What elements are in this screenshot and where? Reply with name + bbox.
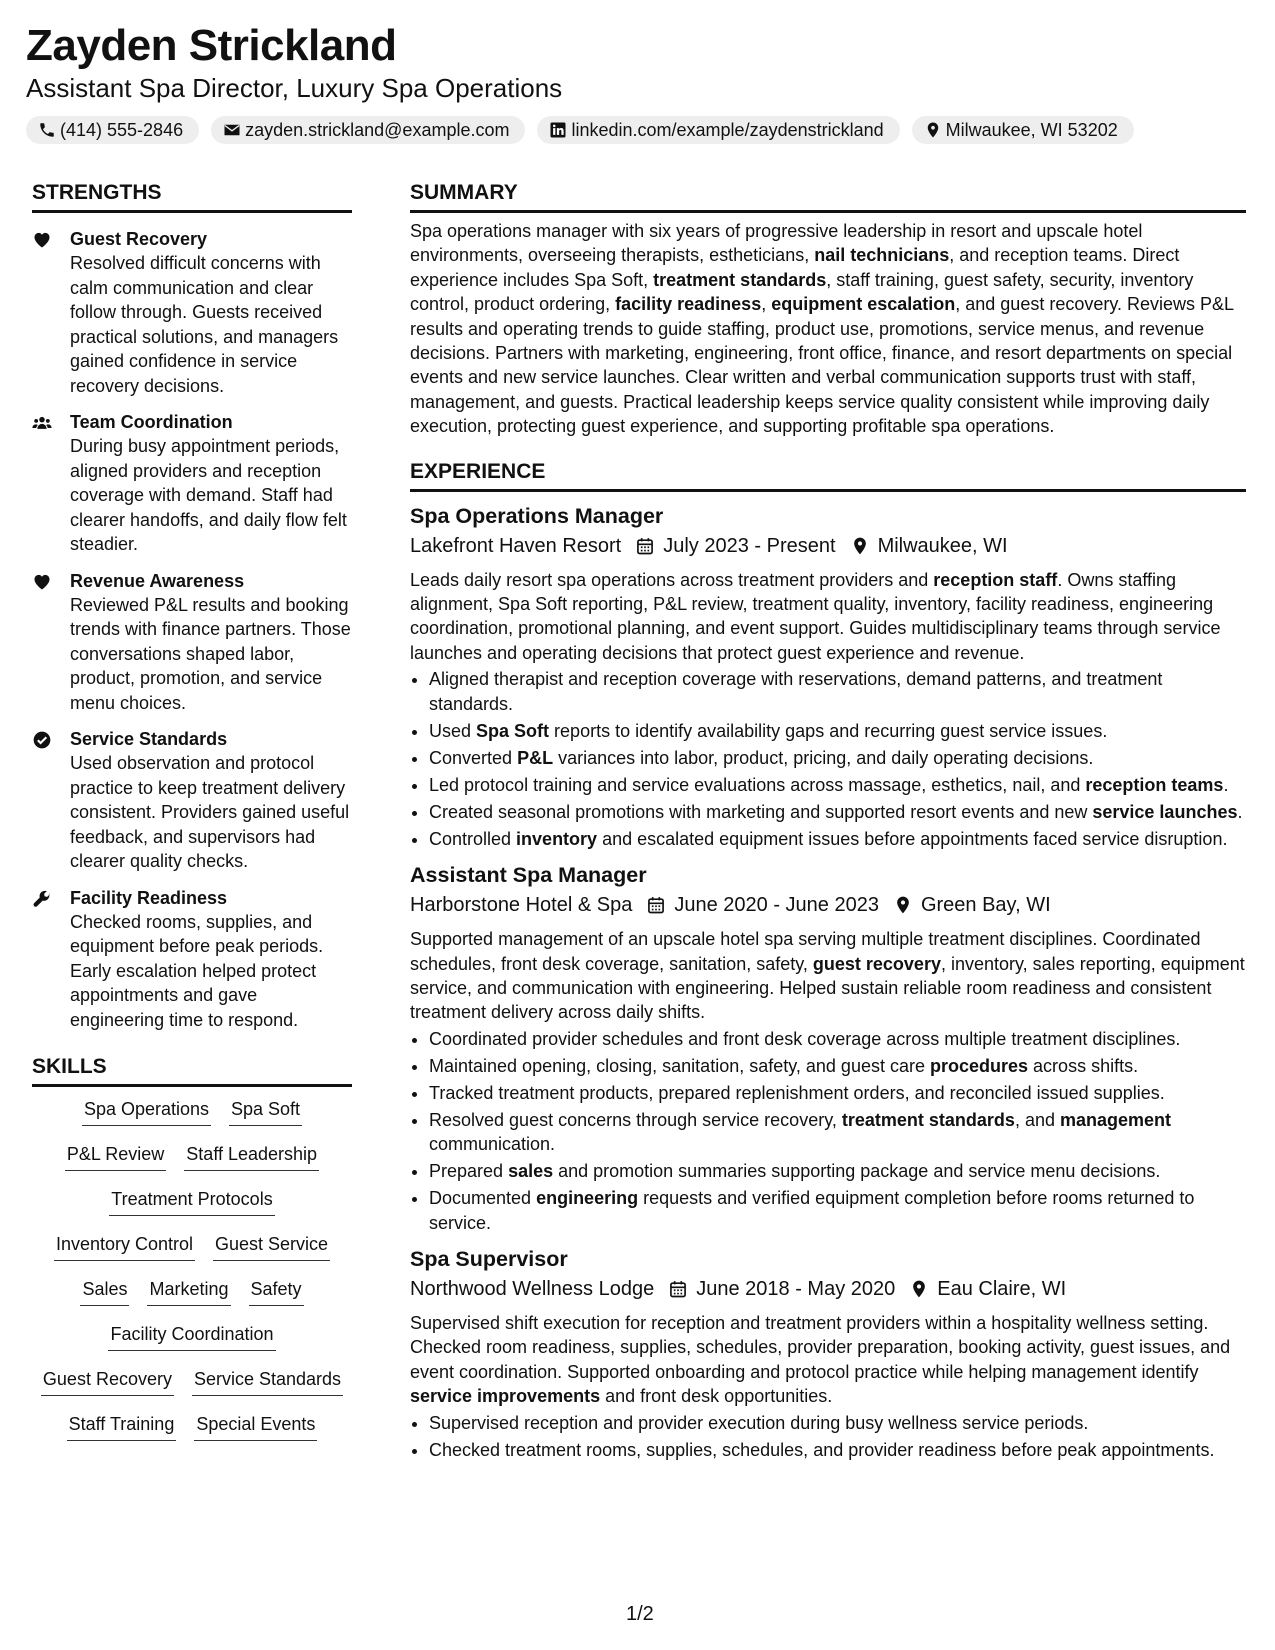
skill-row xyxy=(32,1412,352,1457)
wrench-icon xyxy=(32,886,70,1033)
skill-tag: P&L Review xyxy=(65,1142,166,1171)
job-dates: June 2020 - June 2023 xyxy=(674,894,879,917)
map-pin-icon xyxy=(836,536,878,556)
contact-chip[interactable] xyxy=(537,116,899,144)
skill-row xyxy=(32,1367,352,1412)
skill-row xyxy=(32,1322,352,1367)
strengths-list xyxy=(32,227,352,1032)
job-bullet: • Led protocol training and service evaluations across massage, esthetics, nail, and reception teams. xyxy=(429,773,1246,797)
skill-tag: Guest Recovery xyxy=(41,1367,174,1396)
strength-title: Team Coordination xyxy=(70,412,233,432)
job-bullet: • Coordinated provider schedules and front desk coverage across multiple treatment disciplines. xyxy=(429,1027,1246,1051)
job-bullet: • Tracked treatment products, prepared replenishment orders, and reconciled issued supplies. xyxy=(429,1081,1246,1105)
job-dates: June 2018 - May 2020 xyxy=(696,1277,896,1300)
strength-description: Reviewed P&L results and booking trends with finance partners. Those conversations shaped labor, product, promotion, and service menu choices. xyxy=(70,594,351,713)
skill-tag: Spa Operations xyxy=(82,1097,211,1126)
job-title: Spa Supervisor xyxy=(410,1246,568,1271)
strength-item xyxy=(32,227,352,398)
strength-title: Service Standards xyxy=(70,729,228,749)
strength-body xyxy=(70,727,352,874)
job-bullet: • Documented engineering requests and verified equipment completion before rooms returned to service. xyxy=(429,1186,1246,1235)
strength-title: Guest Recovery xyxy=(70,229,208,249)
contact-text: Milwaukee, WI 53202 xyxy=(945,120,1118,140)
job-bullet: • Used Spa Soft reports to identify availability gaps and recurring guest service issues. xyxy=(429,719,1246,743)
map-pin-icon xyxy=(895,1279,937,1299)
strength-title: Revenue Awareness xyxy=(70,570,245,591)
job-entry xyxy=(410,502,1246,851)
strength-description: Checked rooms, supplies, and equipment before peak periods. Early escalation helped protect appointments and gave engineering time to respond. xyxy=(70,911,324,1030)
contact-text: (414) 555-2846 xyxy=(60,120,184,140)
linkedin-icon xyxy=(549,121,567,139)
calendar-icon xyxy=(632,895,674,915)
job-meta xyxy=(410,1275,1246,1303)
job-location: Eau Claire, WI xyxy=(937,1277,1067,1300)
strength-description: Resolved difficult concerns with calm communication and clear follow through. Guests received practical solutions, and managers gained confidence in service recovery decisions. xyxy=(70,253,339,396)
contact-text: linkedin.com/example/zaydenstrickland xyxy=(571,120,884,140)
job-description: Leads daily resort spa operations across treatment providers and reception staff. Owns staffing alignment, Spa Soft reporting, P&L review, treatment quality, inventory, facility readiness, engineering coordination, promotional planning, and event support. Guides multidisciplinary teams through service launches and operating decisions that protect guest experience and revenue. xyxy=(410,569,1221,663)
skills-list xyxy=(32,1097,352,1457)
strength-item xyxy=(32,886,352,1033)
job-bullet: • Supervised reception and provider execution during busy wellness service periods. xyxy=(429,1411,1246,1435)
job-location: Milwaukee, WI xyxy=(877,534,1008,557)
skill-tag: Facility Coordination xyxy=(108,1322,275,1351)
skill-tag: Sales xyxy=(80,1277,129,1306)
job-bullet: • Checked treatment rooms, supplies, schedules, and provider readiness before peak appointments. xyxy=(429,1438,1246,1462)
contact-chip[interactable] xyxy=(211,116,525,144)
skill-row xyxy=(32,1277,352,1322)
experience-list xyxy=(410,502,1246,1462)
skill-tag: Inventory Control xyxy=(54,1232,195,1261)
contact-text: zayden.strickland@example.com xyxy=(245,120,510,140)
heart-icon xyxy=(32,227,70,398)
map-pin-icon xyxy=(879,895,921,915)
resume-header xyxy=(26,20,1134,144)
skill-row xyxy=(32,1232,352,1277)
strength-body xyxy=(70,886,352,1033)
skill-tag: Staff Leadership xyxy=(184,1142,319,1171)
calendar-icon xyxy=(621,536,663,556)
map-pin-icon xyxy=(924,121,942,139)
page-number: 1/2 xyxy=(626,1603,654,1625)
job-meta xyxy=(410,532,1246,560)
strength-body xyxy=(70,410,352,557)
job-bullets xyxy=(410,667,1246,851)
job-bullet: • Aligned therapist and reception coverage with reservations, demand patterns, and treatment standards. xyxy=(429,667,1246,716)
strengths-heading: STRENGTHS xyxy=(32,178,352,213)
strength-item xyxy=(32,410,352,557)
skill-row xyxy=(32,1187,352,1232)
check-circle-icon xyxy=(32,727,70,874)
company-name: Northwood Wellness Lodge xyxy=(410,1277,655,1300)
job-bullet: • Controlled inventory and escalated equipment issues before appointments faced service disruption. xyxy=(429,827,1246,851)
strength-description: Used observation and protocol practice to keep treatment delivery consistent. Providers gained useful feedback, and supervisors had clearer quality checks. xyxy=(70,753,350,871)
skill-row xyxy=(32,1097,352,1142)
candidate-title: Assistant Spa Director, Luxury Spa Operations xyxy=(26,73,563,103)
job-entry xyxy=(410,861,1246,1235)
contact-bar xyxy=(26,116,1134,144)
left-column xyxy=(32,178,352,1457)
contact-chip[interactable] xyxy=(26,116,199,144)
envelope-icon xyxy=(223,121,241,139)
job-description: Supervised shift execution for reception and treatment providers within a hospitality wellness setting. Checked room readiness, supplies, schedules, provider preparation, booking activity, guest issues, and event coordination. Supported onboarding and protocol practice while helping management identify service improvements and front desk opportunities. xyxy=(410,1312,1231,1407)
skill-tag: Marketing xyxy=(147,1277,230,1306)
job-title: Spa Operations Manager xyxy=(410,503,664,528)
skill-tag: Special Events xyxy=(194,1412,317,1441)
summary-heading: SUMMARY xyxy=(410,178,1246,213)
heart-icon xyxy=(32,569,70,716)
job-bullet: • Created seasonal promotions with marketing and supported resort events and new service launches. xyxy=(429,800,1246,824)
job-dates: July 2023 - Present xyxy=(663,534,836,557)
contact-chip[interactable] xyxy=(912,116,1134,144)
skill-tag: Treatment Protocols xyxy=(109,1187,274,1216)
strength-item xyxy=(32,569,352,716)
strength-title: Facility Readiness xyxy=(70,887,228,908)
skill-tag: Spa Soft xyxy=(229,1097,302,1126)
phone-icon xyxy=(38,121,56,139)
job-bullets xyxy=(410,1027,1246,1235)
job-bullet: • Maintained opening, closing, sanitation, safety, and guest care procedures across shifts. xyxy=(429,1054,1246,1078)
job-bullet: • Prepared sales and promotion summaries supporting package and service menu decisions. xyxy=(429,1159,1246,1183)
candidate-name: Zayden Strickland xyxy=(26,21,397,70)
skill-tag: Safety xyxy=(249,1277,304,1306)
job-bullet: • Resolved guest concerns through service recovery, treatment standards, and management communication. xyxy=(429,1108,1246,1157)
strength-item xyxy=(32,727,352,874)
skill-tag: Service Standards xyxy=(192,1367,343,1396)
job-location: Green Bay, WI xyxy=(920,894,1051,917)
users-icon xyxy=(32,410,70,557)
skills-heading: SKILLS xyxy=(32,1052,352,1087)
job-description: Supported management of an upscale hotel spa serving multiple treatment disciplines. Coordinated schedules, front desk coverage, sanitation, safety, guest recovery, inventory, sales reporting, equipment service, and communication with engineering. Helped sustain reliable room readiness and consistent treatment delivery across daily shifts. xyxy=(410,929,1245,1023)
skill-tag: Guest Service xyxy=(213,1232,330,1261)
job-meta xyxy=(410,891,1246,919)
summary-text: Spa operations manager with six years of progressive leadership in resort and upscale hotel environments, overseeing therapists, estheticians, nail technicians, and reception teams. Direct experience includes Spa Soft, treatment standards, staff training, guest safety, security, inventory control, product ordering, facility readiness, equipment escalation, and guest recovery. Reviews P&L results and operating trends to guide staffing, product use, promotions, service menus, and revenue decisions. Partners with marketing, engineering, front office, finance, and resort departments on special events and new service launches. Clear written and verbal communication supports trust with staff, management, and guests. Practical leadership keeps service quality consistent while improving daily execution, protecting guest experience, and supporting profitable spa operations. xyxy=(410,221,1234,437)
skill-tag: Staff Training xyxy=(67,1412,177,1441)
strength-body xyxy=(70,227,352,398)
company-name: Lakefront Haven Resort xyxy=(410,534,622,557)
strength-description: During busy appointment periods, aligned providers and reception coverage with demand. Staff had clearer handoffs, and daily flow felt steadier. xyxy=(70,436,347,554)
experience-heading: EXPERIENCE xyxy=(410,457,1246,492)
strength-body xyxy=(70,569,352,716)
job-entry xyxy=(410,1245,1246,1462)
calendar-icon xyxy=(654,1279,696,1299)
job-bullets xyxy=(410,1411,1246,1462)
job-title: Assistant Spa Manager xyxy=(410,863,647,888)
job-bullet: • Converted P&L variances into labor, product, pricing, and daily operating decisions. xyxy=(429,746,1246,770)
skill-row xyxy=(32,1142,352,1187)
company-name: Harborstone Hotel & Spa xyxy=(410,894,633,917)
right-column xyxy=(410,178,1246,1465)
